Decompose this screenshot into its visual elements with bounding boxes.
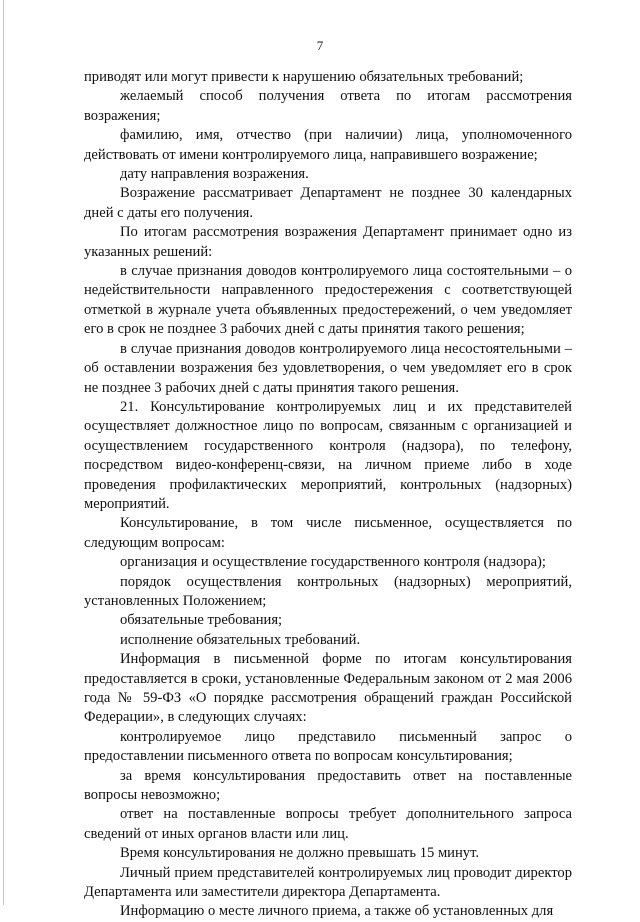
document-body	[84, 68, 572, 922]
list-item-no-answer: за время консультирования предоставить ответ на поставленные вопросы невозможно;	[84, 767, 572, 804]
paragraph-reception-info: Информацию о месте личного приема, а также об установленных для	[120, 903, 554, 920]
paragraph-objection-date: дату направления возражения.	[120, 166, 309, 183]
list-item-written-request: контролируемое лицо представило письменный запрос о предоставлении письменного ответа по вопросам консультирования;	[84, 728, 572, 765]
list-item-compliance: исполнение обязательных требований.	[120, 631, 361, 648]
paragraph-review-term: Возражение рассматривает Департамент не позднее 30 календарных дней с даты его получения.	[84, 185, 572, 221]
paragraph-time-limit: Время консультирования не должно превышать 15 минут.	[120, 845, 480, 862]
paragraph-decision-invalid: в случае признания доводов контролируемого лица несостоятельными – об оставлении возражения без удовлетворения, о чем уведомляет его в срок не позднее 3 рабочих дней с даты принятия такого решения.	[84, 340, 572, 396]
paragraph-consulting-topics: Консультирование, в том числе письменное, осуществляется по следующим вопросам:	[84, 515, 572, 551]
page-number: 7	[316, 38, 324, 53]
paragraph-review-decisions: По итогам рассмотрения возражения Департамент принимает одно из указанных решений:	[84, 224, 572, 260]
paragraph-response-method: желаемый способ получения ответа по итогам рассмотрения возражения;	[84, 88, 572, 124]
list-item-procedure: порядок осуществления контрольных (надзорных) мероприятий, установленных Положением;	[84, 573, 572, 609]
paragraph-item-21: 21. Консультирование контролируемых лиц и их представителей осуществляет должностное лицо по вопросам, связанным с организацией и осуществлением государственного контроля (надзора), по телефону, посредством видео-конференц-связи, на личном приеме либо в ходе проведения профилактических мероприятий, контрольных (надзорных) мероприятий.	[84, 398, 572, 512]
paragraph-decision-valid: в случае признания доводов контролируемого лица состоятельными – о недействительности направленного предостережения с соответствующей отметкой в журнале учета объявленных предостережений, о чем уведомляет его в срок не позднее 3 рабочих дней с даты принятия такого решения;	[84, 263, 572, 338]
list-item-requirements: обязательные требования;	[120, 612, 283, 629]
paragraph-continuation: приводят или могут привести к нарушению обязательных требований;	[84, 69, 524, 85]
list-item-extra-request: ответ на поставленные вопросы требует дополнительного запроса сведений от иных органов власти или лиц.	[84, 806, 572, 842]
paragraph-written-info: Информация в письменной форме по итогам консультирования предоставляется в сроки, установленные Федеральным законом от 2 мая 2006 года № 59-ФЗ «О порядке рассмотрения обращений граждан Российской Федерации», в следующих случаях:	[84, 651, 572, 726]
page-edge-line	[3, 0, 4, 905]
paragraph-personal-reception: Личный прием представителей контролируемых лиц проводит директор Департамента или заместители директора Департамента.	[84, 864, 572, 901]
list-item-organization: организация и осуществление государственного контроля (надзора);	[120, 554, 546, 571]
paragraph-authorized-person: фамилию, имя, отчество (при наличии) лица, уполномоченного действовать от имени контролируемого лица, направившего возражение;	[84, 127, 572, 163]
